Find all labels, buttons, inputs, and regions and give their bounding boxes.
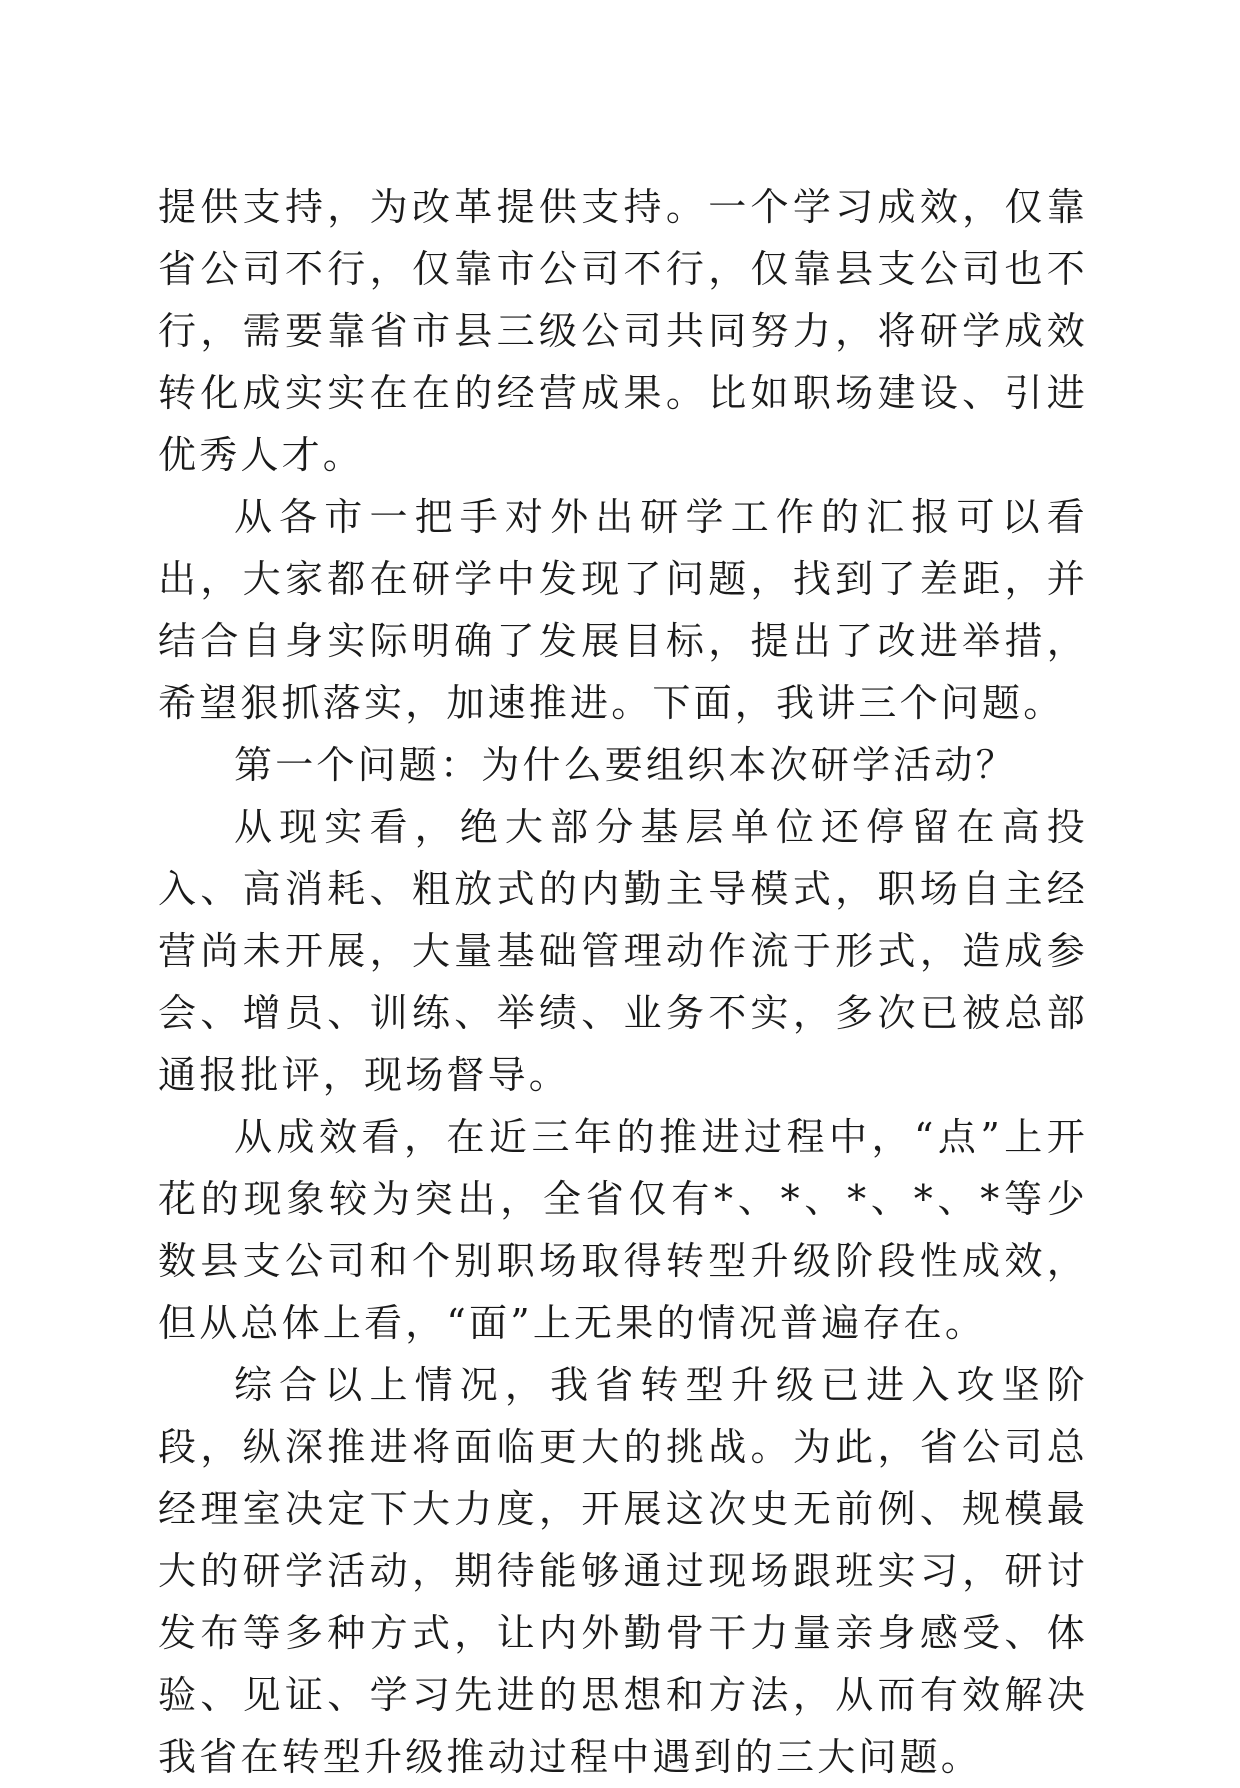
paragraph-conclusion: 综合以上情况，我省转型升级已进入攻坚阶段，纵深推进将面临更大的挑战。为此，省公司总经理室决定下大力度，开展这次史无前例、规模最大的研学活动，期待能够通过现场跟班实习，研讨发布等多种方式，让内外勤骨干力量亲身感受、体验、见证、学习先进的思想和方法，从而有效解决我省在转型升级推动过程中遇到的三大问题。 (158, 1363, 1088, 1779)
section-heading-first-question: 第一个问题：为什么要组织本次研学活动？ (234, 743, 1017, 787)
paragraph-report-summary: 从各市一把手对外出研学工作的汇报可以看出，大家都在研学中发现了问题，找到了差距，并结合自身实际明确了发展目标，提出了改进举措，希望狠抓落实，加速推进。下面，我讲三个问题。 (158, 495, 1088, 725)
paragraph-reality: 从现实看，绝大部分基层单位还停留在高投入、高消耗、粗放式的内勤主导模式，职场自主经营尚未开展，大量基础管理动作流于形式，造成参会、增员、训练、举绩、业务不实，多次已被总部通报批评，现场督导。 (158, 805, 1088, 1097)
paragraph-continuation: 提供支持，为改革提供支持。一个学习成效，仅靠省公司不行，仅靠市公司不行，仅靠县支公司也不行，需要靠省市县三级公司共同努力，将研学成效转化成实实在在的经营成果。比如职场建设、引进优秀人才。 (158, 185, 1088, 477)
document-body (158, 176, 1088, 1788)
paragraph-results: 从成效看，在近三年的推进过程中，“点”上开花的现象较为突出，全省仅有*、*、*、*、*等少数县支公司和个别职场取得转型升级阶段性成效，但从总体上看，“面”上无果的情况普遍存在。 (158, 1115, 1088, 1345)
